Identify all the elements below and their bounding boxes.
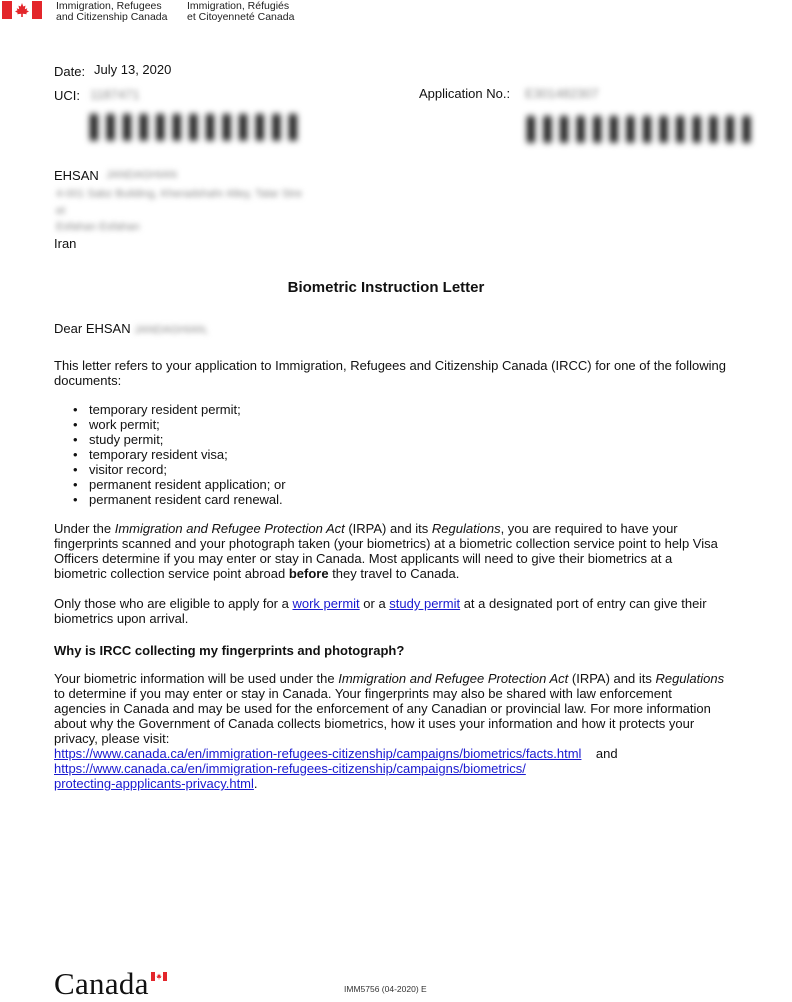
list-item: • temporary resident permit;	[54, 402, 286, 417]
p2-text-d: they travel to Canada.	[328, 566, 460, 581]
list-item: • visitor record;	[54, 462, 286, 477]
form-identifier: IMM5756 (04-2020) E	[344, 984, 427, 994]
url-and: and	[595, 746, 618, 761]
biometrics-paragraph	[54, 671, 726, 791]
p4-regulations: Regulations	[655, 671, 725, 686]
privacy-link-line2[interactable]: protecting-appplicants-privacy.html	[54, 776, 254, 791]
address-country: Iran	[54, 236, 77, 251]
dept-fr-line2: et Citoyenneté Canada	[187, 11, 295, 23]
department-name-en	[56, 1, 168, 23]
p4-text-b: (IRPA) and its	[568, 671, 656, 686]
p2-text-a: Under the	[54, 521, 115, 536]
canada-flag-icon	[2, 1, 42, 19]
recipient-last-name: JANDAGHIAN	[106, 169, 177, 181]
dept-en-line1: Immigration, Refugees	[56, 0, 162, 12]
letter-title: Biometric Instruction Letter	[287, 279, 485, 296]
dept-en-line2: and Citizenship Canada	[56, 11, 168, 23]
address-line2: et	[56, 205, 66, 217]
list-item: • permanent resident application; or	[54, 477, 286, 492]
p2-text-c: , you are required to have your fingerprints scanned and your photograph taken (your biometrics) at a biometric collection service point to help Visa Officers determine if you may enter or stay in Canada. Most applicants will need to give their biometrics at a biometric collection service point abroad	[54, 521, 718, 581]
url-period: .	[253, 776, 258, 791]
p2-text-b: (IRPA) and its	[344, 521, 432, 536]
dept-fr-line1: Immigration, Réfugiés	[187, 0, 290, 12]
barcode-uci: ▌▌▌▌▌▌▌▌▌▌▌▌▌	[90, 114, 306, 139]
barcode-application: ▌▌▌▌▌▌▌▌▌▌▌▌▌▌	[527, 116, 760, 141]
uci-value: 1187471	[90, 87, 140, 102]
p3-text-a: Only those who are eligible to apply for a	[54, 596, 293, 611]
p2-regulations: Regulations	[431, 521, 501, 536]
list-item: • permanent resident card renewal.	[54, 492, 286, 507]
list-item: • work permit;	[54, 417, 286, 432]
wordmark-flag-icon	[151, 972, 167, 981]
intro-paragraph: This letter refers to your application to Immigration, Refugees and Citizenship Canada (IRCC) for one of the following documents:	[54, 358, 726, 388]
date-label: Date:	[54, 64, 86, 79]
address-line3: Esfahan Esfahan	[56, 221, 140, 233]
salutation-word: Dear	[54, 321, 83, 336]
canada-wordmark: Canada	[54, 966, 149, 1001]
department-name-fr	[187, 1, 294, 23]
irpa-paragraph	[54, 521, 726, 581]
application-label: Application No.:	[419, 86, 511, 101]
p3-text-c: at a designated port of entry can give their biometrics upon arrival.	[54, 596, 707, 626]
list-item: • temporary resident visa;	[54, 447, 286, 462]
biometrics-facts-link[interactable]: https://www.canada.ca/en/immigration-refugees-citizenship/campaigns/biometrics/facts.html	[54, 746, 582, 761]
study-permit-link[interactable]: study permit	[389, 596, 461, 611]
work-permit-link[interactable]: work permit	[292, 596, 360, 611]
document-list	[54, 402, 286, 507]
address-line1: 4-001 Sabz Building, Kheradshahr Alley, Talar Stre	[56, 188, 303, 200]
salutation	[54, 321, 208, 338]
p4-act-name: Immigration and Refugee Protection Act	[338, 671, 569, 686]
p2-before-emphasis: before	[288, 566, 329, 581]
p2-act-name: Immigration and Refugee Protection Act	[114, 521, 345, 536]
p4-text-a: Your biometric information will be used under the	[54, 671, 339, 686]
application-value: E301482307	[525, 86, 599, 101]
uci-label: UCI:	[54, 88, 80, 103]
privacy-link-line1[interactable]: https://www.canada.ca/en/immigration-refugees-citizenship/campaigns/biometrics/	[54, 761, 526, 776]
section-heading: Why is IRCC collecting my fingerprints and photograph?	[54, 643, 405, 658]
salutation-name: EHSAN	[85, 321, 131, 336]
eligibility-paragraph	[54, 596, 726, 626]
p3-text-b: or a	[359, 596, 390, 611]
recipient-first-name: EHSAN	[54, 168, 99, 183]
p4-text-c: to determine if you may enter or stay in Canada. Your fingerprints may also be shared with law enforcement agencies in Canada and may be used for the enforcement of any Canadian or provincial law. For more information about why the Government of Canada collects biometrics, how it uses your information and how it protects your privacy, please visit:	[54, 686, 711, 746]
salutation-last-name: JANDAGHIAN,	[134, 324, 209, 336]
list-item: • study permit;	[54, 432, 286, 447]
date-value: July 13, 2020	[94, 62, 172, 77]
